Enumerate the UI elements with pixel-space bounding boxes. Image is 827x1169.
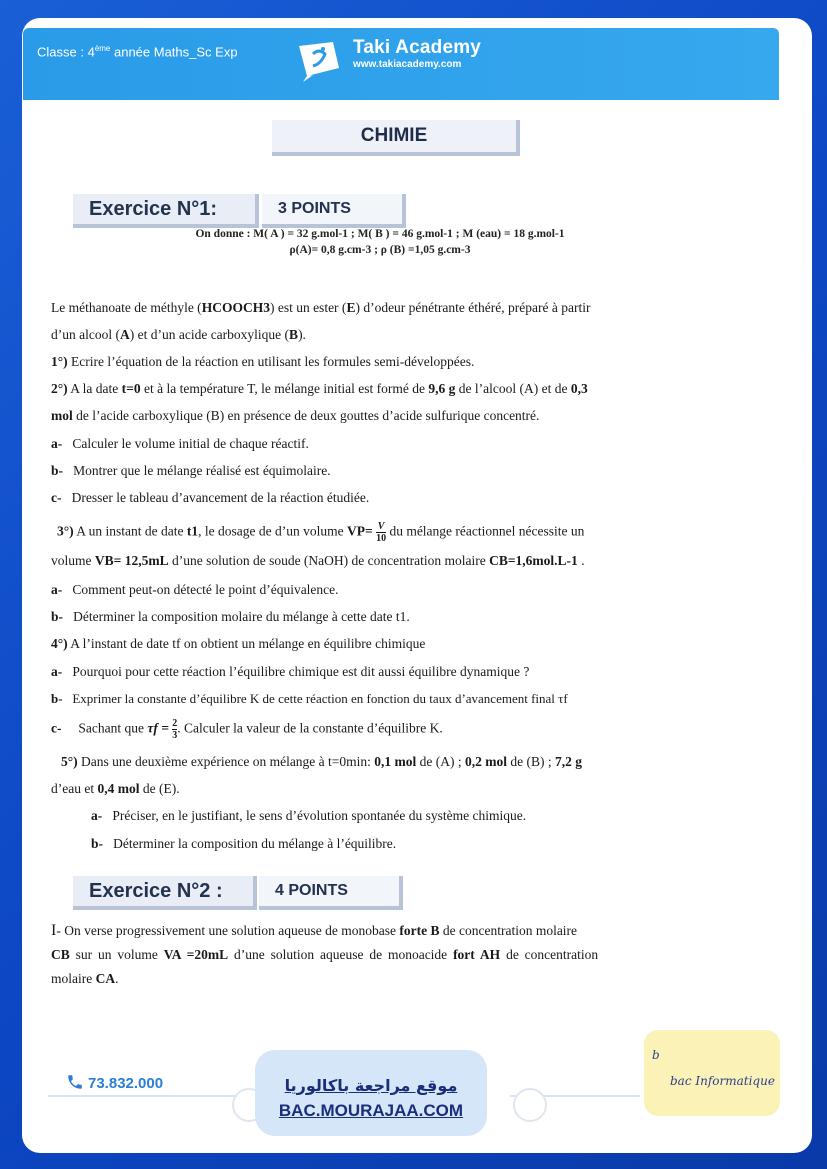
site-url-link[interactable]: BAC.MOURAJAA.COM	[278, 1101, 464, 1120]
question-2-line-2: mol de l’acide carboxylique (B) en présence de deux gouttes d’acide sulfurique concentré.	[51, 408, 540, 423]
question-1: 1°) Ecrire l’équation de la réaction en utilisant les formules semi-développées.	[51, 354, 475, 369]
question-4a: a- Pourquoi pour cette réaction l’équilibre chimique est dit aussi équilibre dynamique ?	[51, 664, 530, 679]
page-header	[23, 28, 779, 100]
taki-logo-icon	[293, 38, 345, 82]
vp-fraction: $\frac{V}{10}$	[376, 521, 387, 544]
exercise1-title: Exercice N°1:	[73, 194, 259, 228]
phone-icon	[66, 1073, 84, 1095]
exercise1-points: 3 POINTS	[262, 194, 406, 228]
class-label: Classe : 4ème année Maths_Sc Exp	[37, 44, 238, 60]
question-2b: b- Montrer que le mélange réalisé est équimolaire.	[51, 463, 331, 478]
badge-right-icon	[513, 1088, 547, 1122]
intro-line-1: Le méthanoate de méthyle (HCOOCH3) est un ester (E) d’odeur pénétrante éthéré, préparé à partir	[51, 300, 591, 315]
given-line-1: On donne : M( A ) = 32 g.mol-1 ; M( B ) = 46 g.mol-1 ; M (eau) = 18 g.mol-1	[195, 228, 565, 240]
question-2-line-1: 2°) A la date t=0 et à la température T, le mélange initial est formé de 9,6 g de l’alcool (A) et de 0,3	[51, 381, 588, 396]
question-3b: b- Déterminer la composition molaire du mélange à cette date t1.	[51, 609, 410, 624]
question-2a: a- Calculer le volume initial de chaque réactif.	[51, 436, 309, 451]
exercise2-line-2: CB sur un volume VA =20mL d’une solution aqueuse de monoacide fort AH de concentration	[51, 947, 599, 962]
bac-informatique-badge: b bac Informatique	[644, 1030, 780, 1116]
brand	[353, 37, 481, 70]
intro-line-2: d’un alcool (A) et d’un acide carboxylique (B).	[51, 327, 306, 342]
question-4: 4°) A l’instant de date tf on obtient un mélange en équilibre chimique	[51, 636, 426, 651]
exercise2-title: Exercice N°2 :	[73, 876, 257, 910]
question-4c: c- Sachant que τf = $\frac{2}{3}$ . Calculer la valeur de la constante d’équilibre K.	[51, 718, 443, 741]
site-banner[interactable]	[255, 1050, 487, 1136]
question-3-line-1: 3°) A un instant de date t1, le dosage de d’un volume VP= $\frac{V}{10}$ du mélange réactionnel nécessite un	[57, 521, 585, 544]
footer-phone: 73.832.000	[66, 1073, 163, 1095]
exercise2-line-1: I- On verse progressivement une solution aqueuse de monobase forte B de concentration molaire	[51, 922, 578, 939]
question-4b: b- Exprimer la constante d’équilibre K de cette réaction en fonction du taux d’avancement final τf	[51, 691, 568, 706]
site-arabic: موقع مراجعة باكالوريا	[284, 1076, 458, 1095]
exercise2-line-3: molaire CA.	[51, 971, 119, 986]
question-3-line-2: volume VB= 12,5mL d’une solution de soude (NaOH) de concentration molaire CB=1,6mol.L-1 .	[51, 553, 585, 568]
given-line-2: ρ(A)= 0,8 g.cm-3 ; ρ (B) =1,05 g.cm-3	[289, 244, 471, 256]
given-data	[150, 226, 610, 258]
page-title: CHIMIE	[272, 120, 520, 156]
question-2c: c- Dresser le tableau d’avancement de la réaction étudiée.	[51, 490, 370, 505]
question-5-line-1: 5°) Dans une deuxième expérience on mélange à t=0min: 0,1 mol de (A) ; 0,2 mol de (B) ; 7,2 g	[61, 754, 583, 769]
tau-fraction: $\frac{2}{3}$	[172, 718, 178, 741]
question-5a: a- Préciser, en le justifiant, le sens d’évolution spontanée du système chimique.	[91, 808, 527, 823]
question-5b: b- Déterminer la composition du mélange à l’équilibre.	[91, 836, 397, 851]
footer-divider-left	[48, 1095, 248, 1097]
question-5-line-2: d’eau et 0,4 mol de (E).	[51, 781, 180, 796]
brand-name: Taki Academy	[353, 37, 482, 58]
brand-url: www.takiacademy.com	[353, 59, 462, 70]
exercise2-points: 4 POINTS	[259, 876, 403, 910]
question-3a: a- Comment peut-on détecté le point d’équivalence.	[51, 582, 339, 597]
